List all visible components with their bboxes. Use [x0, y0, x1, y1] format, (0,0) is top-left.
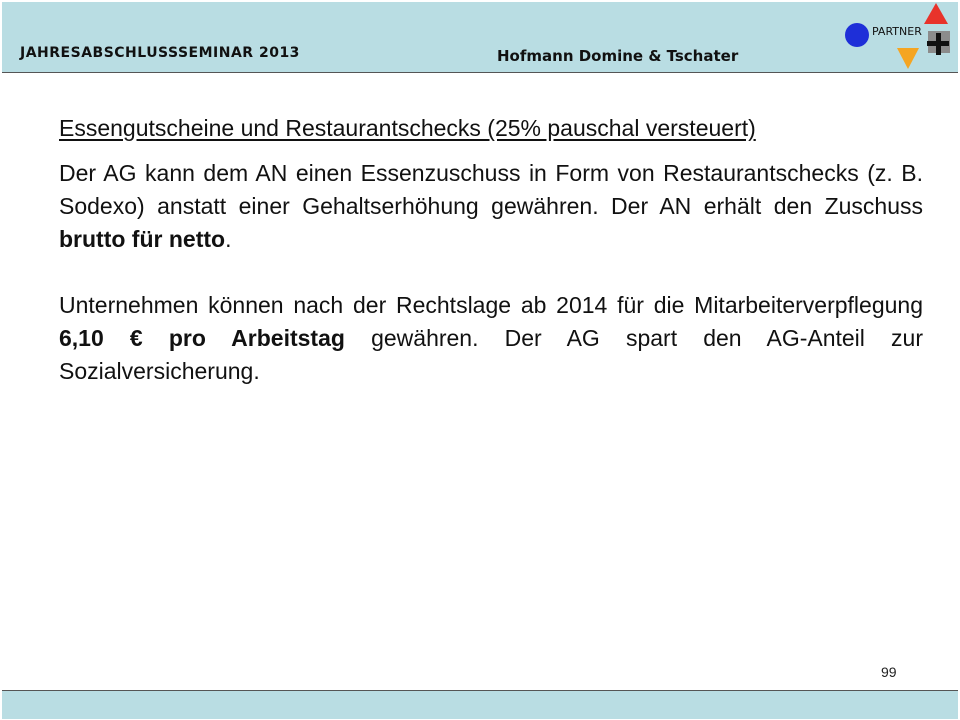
- partner-logo: [840, 2, 956, 72]
- paragraph1-bold: brutto für netto: [59, 226, 226, 252]
- paragraph2-bold: 6,10 € pro Arbeitstag: [59, 325, 345, 351]
- slide-content: [59, 112, 923, 388]
- seminar-title: JAHRESABSCHLUSSSEMINAR 2013: [20, 45, 300, 61]
- paragraph1-end: .: [225, 226, 232, 252]
- logo-red-triangle: [924, 3, 948, 24]
- header-band: [2, 2, 958, 73]
- logo-text: PARTNER: [872, 25, 922, 38]
- logo-orange-triangle: [897, 48, 919, 69]
- paragraph1-text: Der AG kann dem AN einen Essenzuschuss in Form von Restaurantschecks (z. B. Sodexo) anstatt einer Gehaltserhöhung gewähren. Der AN erhält den Zuschuss: [59, 160, 923, 219]
- paragraph-rechtslage: [59, 289, 923, 388]
- paragraph-restaurantschecks: [59, 157, 923, 256]
- paragraph2-text: Unternehmen können nach der Rechtslage ab 2014 für die Mitarbeiterverpflegung: [59, 292, 923, 318]
- slide-heading: Essengutscheine und Restaurantschecks (25% pauschal versteuert): [59, 115, 756, 141]
- paragraph2-end: gewähren. Der AG spart den AG-Anteil zur Sozialversicherung.: [59, 325, 923, 384]
- page-number: 99: [881, 664, 897, 680]
- footer-band: [2, 690, 958, 719]
- logo-plus-horizontal: [927, 41, 949, 46]
- company-name: Hofmann Domine & Tschater: [497, 47, 739, 65]
- logo-blue-circle: [845, 23, 869, 47]
